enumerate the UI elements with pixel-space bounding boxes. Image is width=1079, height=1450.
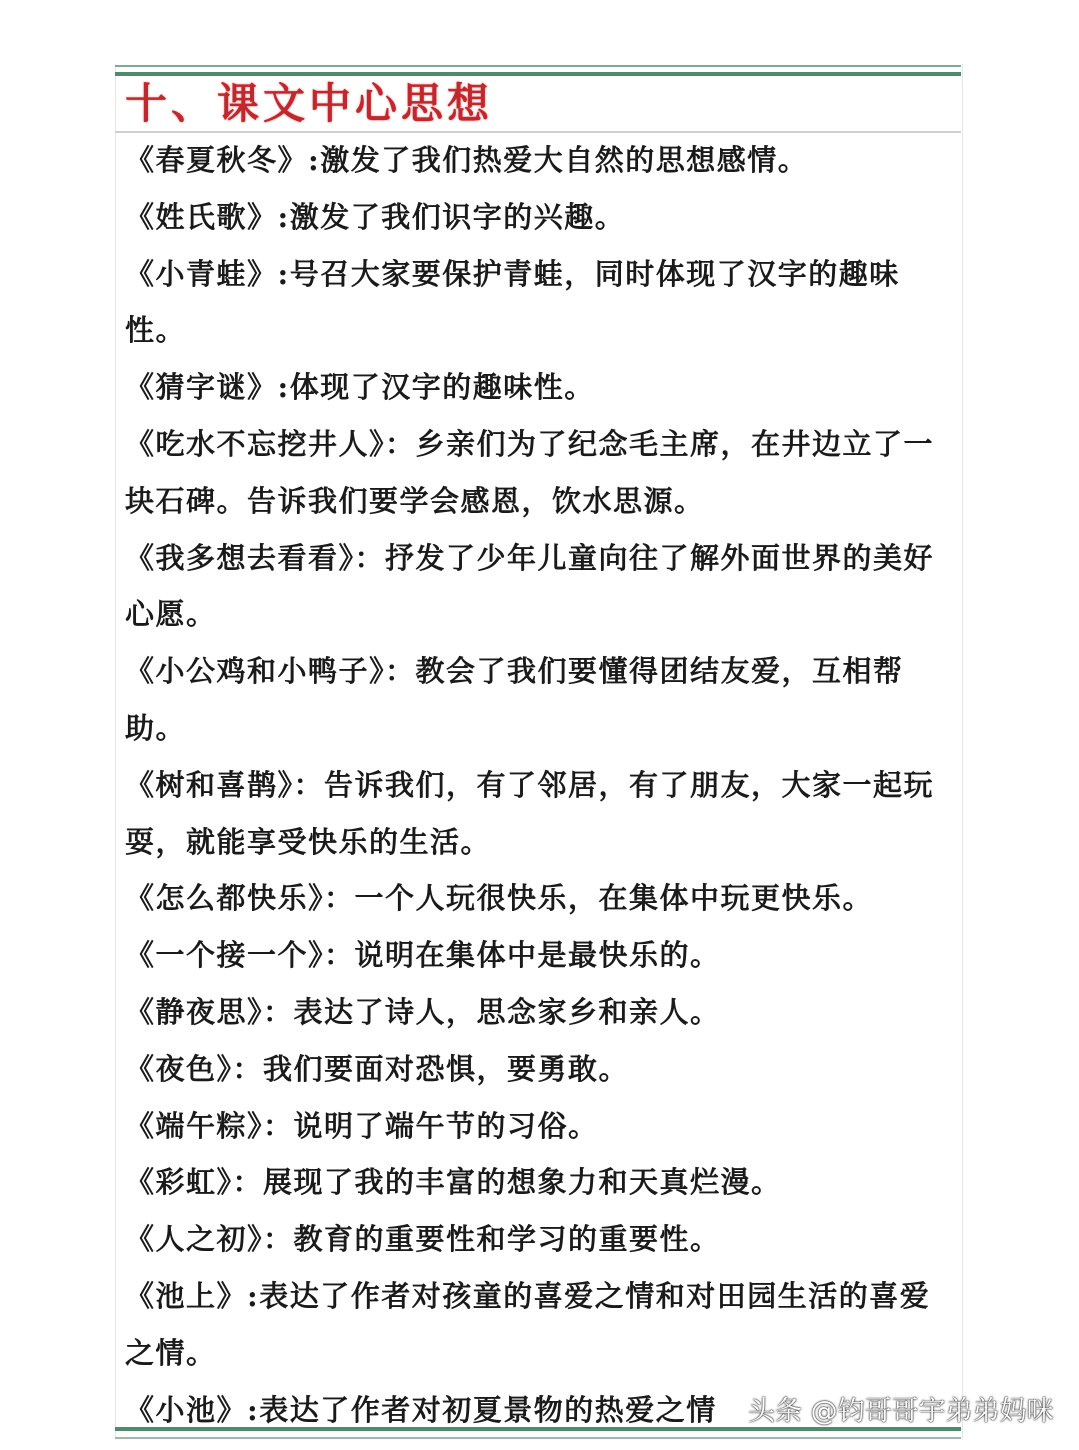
list-item: 《彩虹》：展现了我的丰富的想象力和天真烂漫。 [125, 1165, 782, 1200]
list-item: 《怎么都快乐》：一个人玩很快乐，在集体中玩更快乐。 [125, 881, 874, 916]
list-item: 《我多想去看看》：抒发了少年儿童向往了解外面世界的美好心愿。 [125, 540, 935, 632]
list-item: 《小公鸡和小鸭子》：教会了我们要懂得团结友爱，互相帮助。 [125, 654, 904, 745]
top-divider-thick [115, 72, 961, 76]
list-item: 《吃水不忘挖井人》：乡亲们为了纪念毛主席，在井边立了一块石碑。告诉我们要学会感恩，饮水思源。 [125, 426, 935, 518]
list-item: 《小青蛙》:号召大家要保护青蛙，同时体现了汉字的趣味性。 [125, 256, 900, 348]
entry-list [125, 132, 957, 1438]
list-item: 《静夜思》：表达了诗人，思念家乡和亲人。 [125, 994, 721, 1029]
list-item: 《夜色》：我们要面对恐惧，要勇敢。 [125, 1051, 630, 1086]
list-item: 《姓氏歌》:激发了我们识字的兴趣。 [125, 199, 626, 234]
bottom-divider [115, 1437, 961, 1439]
top-divider [115, 65, 961, 67]
watermark: 头条 @钧哥哥宇弟弟妈咪 [748, 1396, 1054, 1427]
list-item: 《春夏秋冬》:激发了我们热爱大自然的思想感情。 [125, 143, 809, 177]
list-item: 《池上》:表达了作者对孩童的喜爱之情和对田园生活的喜爱之情。 [125, 1278, 931, 1370]
list-item: 《猜字谜》:体现了汉字的趣味性。 [125, 370, 595, 405]
section-title: 十、课文中心思想 [125, 79, 494, 128]
list-item: 《小池》:表达了作者对初夏景物的热爱之情 [125, 1392, 717, 1427]
list-item: 《端午粽》：说明了端午节的习俗。 [125, 1108, 599, 1143]
list-item: 《人之初》：教育的重要性和学习的重要性。 [125, 1222, 721, 1257]
list-item: 《一个接一个》：说明在集体中是最快乐的。 [125, 938, 721, 973]
list-item: 《树和喜鹊》：告诉我们，有了邻居，有了朋友，大家一起玩耍，就能享受快乐的生活。 [125, 767, 935, 859]
